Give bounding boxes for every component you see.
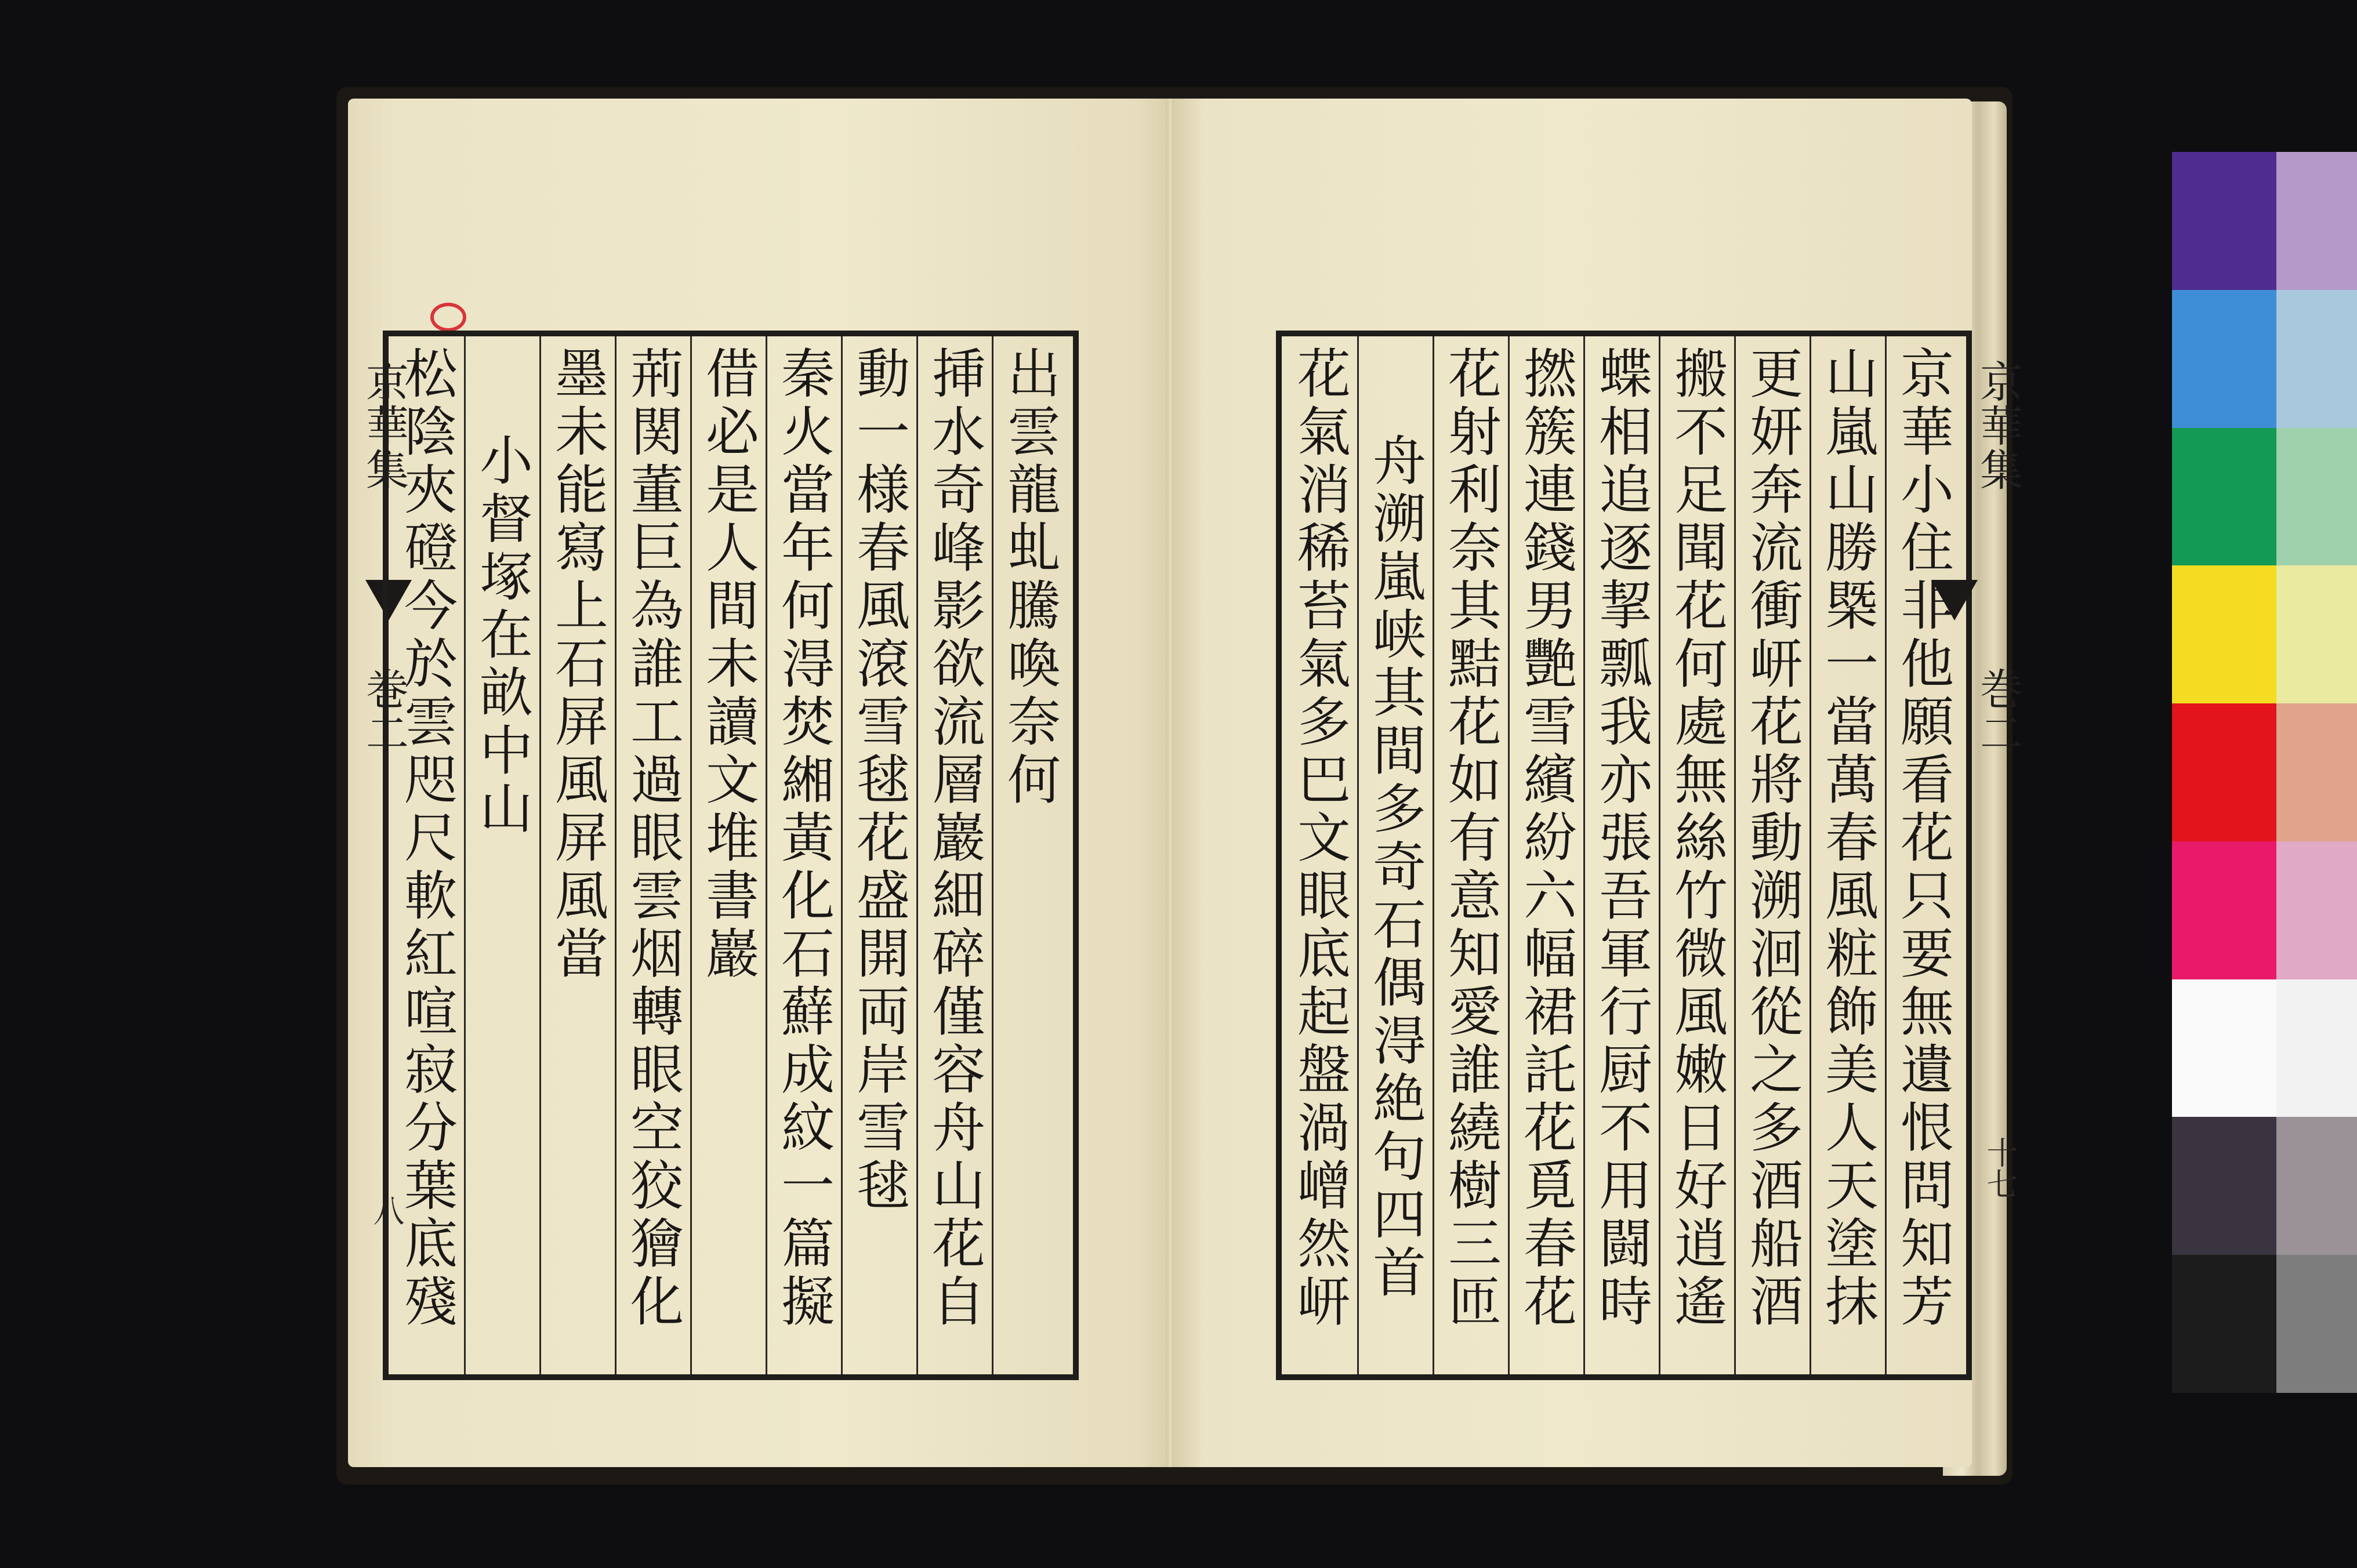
text-column: 秦火當年何淂焚緗黃化石蘚成紋一篇擬: [773, 346, 835, 1331]
color-swatch: [2276, 428, 2357, 566]
text-column: 蝶相追逐挈瓢我亦張吾軍行厨不用闘時: [1590, 346, 1652, 1331]
color-swatch: [2276, 152, 2357, 290]
right-page-number: 十七: [1982, 1137, 2018, 1199]
color-swatch: [2172, 290, 2276, 428]
text-column: 京華小住非他願看花只要無遺恨問知芳: [1892, 346, 1954, 1331]
color-swatch: [2172, 1117, 2276, 1255]
text-column: 小督塚在畝中山: [471, 433, 533, 839]
text-column: 花射利奈其黠花如有意知愛誰繞樹三匝: [1439, 346, 1502, 1331]
text-column: 山嵐山勝槩一當萬春風粧飾美人天塗抹: [1816, 346, 1879, 1331]
text-column: 更妍奔流衝岍花將動溯洄從之多酒船酒: [1741, 346, 1803, 1331]
color-swatch: [2276, 565, 2357, 703]
text-column: 出雲龍虬騰喚奈何: [999, 346, 1061, 810]
color-swatch: [2276, 841, 2357, 979]
color-swatch: [2172, 841, 2276, 979]
color-swatch: [2172, 703, 2276, 841]
text-column: 舟溯嵐峡其間多奇石偶淂絶句四首: [1364, 433, 1426, 1302]
color-swatch: [2276, 1117, 2357, 1255]
color-swatch: [2172, 979, 2276, 1117]
left-text-frame: [383, 331, 1079, 1380]
text-column: 動一様春風滾雪毬花盛開両岸雪毬: [848, 346, 910, 1215]
color-calibration-chart: [2172, 152, 2357, 1393]
right-fishtail-mark: [1931, 580, 1978, 620]
text-column: 撚簇連錢男艷雪繽紛六幅裙託花覓春花: [1515, 346, 1577, 1331]
text-column: 松陰夾磴今於雲咫尺軟紅喧寂分葉底殘: [396, 346, 458, 1331]
right-text-frame: [1276, 331, 1972, 1380]
text-column: 荊関董巨為誰工過眼雲烟轉眼空狡獪化: [622, 346, 684, 1331]
color-swatch: [2276, 979, 2357, 1117]
left-margin-volume: 巻二: [359, 667, 409, 755]
left-page-number: 八: [368, 1195, 405, 1226]
text-column: 借必是人間未讀文堆書巖: [697, 346, 759, 983]
color-swatch: [2172, 1255, 2276, 1393]
color-swatch: [2276, 703, 2357, 841]
color-swatch: [2172, 152, 2276, 290]
text-column: 挿水奇峰影欲流層巖細碎僅容舟山花自: [923, 346, 985, 1331]
color-swatch: [2276, 290, 2357, 428]
left-margin-title: 京華集: [359, 360, 409, 492]
text-column: 花氣消稀苔氣多巴文眼底起盤渦嶒然岍: [1289, 346, 1351, 1331]
right-margin-title: 京華集: [1973, 360, 2023, 492]
right-margin-volume: 巻二: [1973, 667, 2023, 755]
color-swatch: [2172, 428, 2276, 566]
red-circle-stamp: [430, 303, 466, 332]
color-swatch: [2276, 1255, 2357, 1393]
color-swatch: [2172, 565, 2276, 703]
text-column: 搬不足聞花何處無絲竹微風嫩日好逍遙: [1666, 346, 1728, 1331]
text-column: 墨未能寫上石屏風屏風當: [546, 346, 608, 983]
